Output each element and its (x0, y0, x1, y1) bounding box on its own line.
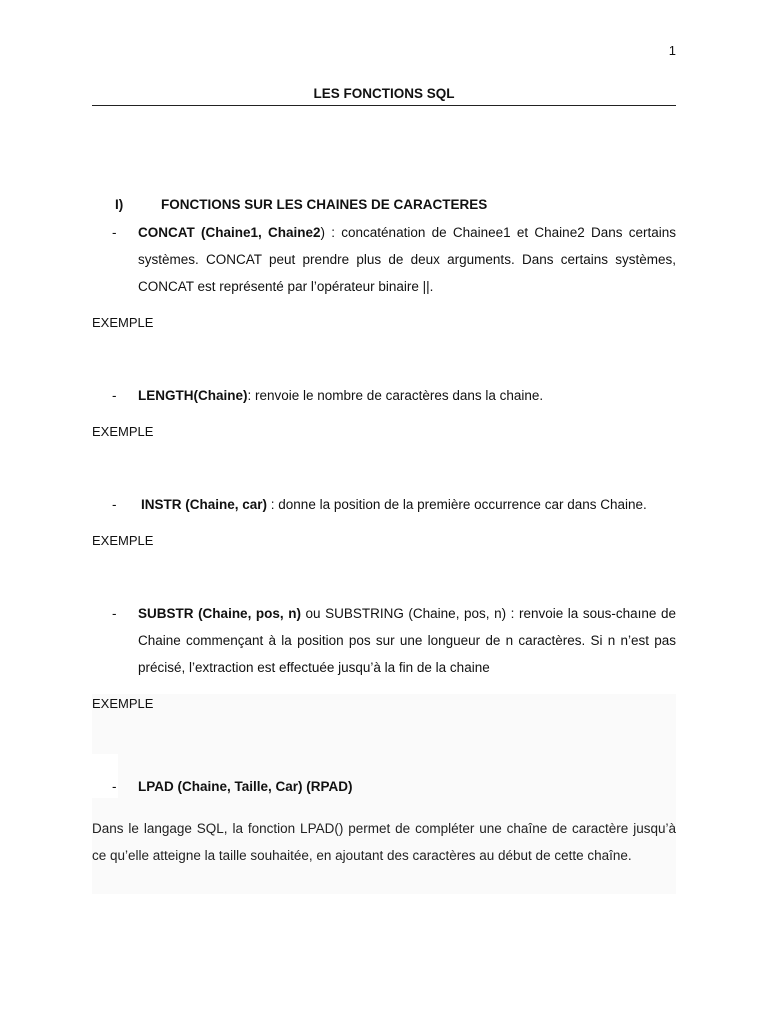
bullet-dash: - (112, 779, 117, 794)
title-underline (92, 105, 676, 106)
page-number: 1 (668, 43, 676, 58)
function-name: CONCAT (Chaine1, Chaine2 (138, 225, 321, 240)
list-item-substr (112, 600, 676, 681)
function-name: LENGTH(Chaine) (138, 388, 248, 403)
exemple-label: EXEMPLE (92, 315, 154, 330)
function-description: : renvoie le nombre de caractères dans la chaine. (247, 388, 544, 403)
list-item-length (112, 382, 676, 409)
lpad-paragraph: Dans le langage SQL, la fonction LPAD() permet de compléter une chaîne de caractère jusqu’à ce qu’elle atteigne la taille souhaitée, en ajoutant des caractères au début de cette chaîne. (92, 821, 676, 863)
section-heading (115, 197, 487, 212)
section-numeral: I) (115, 197, 124, 212)
bullet-dash: - (112, 225, 117, 240)
bullet-dash: - (112, 606, 117, 621)
function-description: : donne la position de la première occurrence car dans Chaine. (267, 497, 647, 512)
page-title: LES FONCTIONS SQL (313, 86, 455, 101)
list-item-lpad (112, 773, 676, 800)
function-description: ou SUBSTRING (Chaine, pos, n) : renvoie la sous-chaıne de Chaine commençant à la position pos sur une longueur de n caractères. Si n n’est pas précisé, l’extraction est effectuée jusqu’à la fin de la chaine (138, 606, 676, 675)
bullet-dash: - (112, 497, 117, 512)
function-name: LPAD (Chaine, Taille, Car) (RPAD) (138, 779, 353, 794)
function-description: ) : concaténation de Chainee1 et Chaine2 Dans certains systèmes. CONCAT peut prendre plus de deux arguments. Dans certains systèmes, CONCAT est représenté par l’opérateur binaire ||. (138, 225, 676, 294)
function-name: INSTR (Chaine, car) (141, 497, 268, 512)
list-item-concat (112, 219, 676, 300)
exemple-label: EXEMPLE (92, 533, 154, 548)
section-title: FONCTIONS SUR LES CHAINES DE CARACTERES (161, 197, 488, 212)
shaded-block (92, 694, 676, 754)
bullet-dash: - (112, 388, 117, 403)
list-item-instr (112, 491, 676, 518)
function-name: SUBSTR (Chaine, pos, n) (138, 606, 301, 621)
exemple-label: EXEMPLE (92, 696, 154, 711)
exemple-label: EXEMPLE (92, 424, 154, 439)
